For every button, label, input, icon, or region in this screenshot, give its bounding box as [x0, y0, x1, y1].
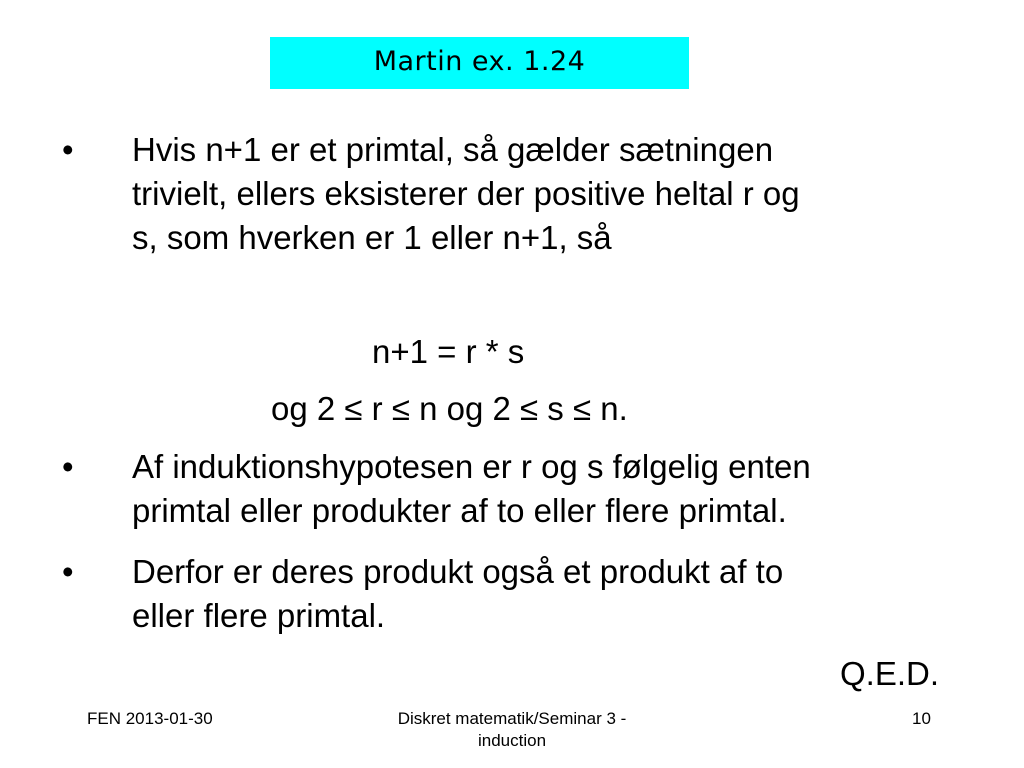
title-box — [270, 37, 689, 89]
bullet-3-text — [132, 550, 962, 638]
footer-course — [352, 708, 672, 752]
bullet-1-line-3: s, som hverken er 1 eller n+1, så — [132, 219, 612, 256]
bullet-2-line-1: Af induktionshypotesen er r og s følgelig enten — [132, 448, 811, 485]
footer-course-line-1: Diskret matematik/Seminar 3 - — [397, 709, 627, 728]
inequality: og 2 ≤ r ≤ n og 2 ≤ s ≤ n. — [271, 390, 628, 427]
equation: n+1 = r * s — [372, 333, 525, 370]
bullet-marker: • — [62, 553, 74, 590]
footer-date: FEN 2013-01-30 — [87, 709, 213, 728]
page-number: 10 — [912, 709, 931, 728]
bullet-2-text — [132, 445, 962, 533]
footer-course-line-2: induction — [477, 731, 547, 750]
bullet-marker: • — [62, 131, 74, 168]
bullet-3-line-2: eller flere primtal. — [132, 597, 386, 634]
bullet-3-line-1: Derfor er deres produkt også et produkt af to — [132, 553, 784, 590]
bullet-1-line-1: Hvis n+1 er et primtal, så gælder sætningen — [132, 131, 774, 168]
slide-title: Martin ex. 1.24 — [373, 45, 586, 77]
bullet-marker: • — [62, 448, 74, 485]
bullet-2-line-2: primtal eller produkter af to eller flere primtal. — [132, 492, 787, 529]
qed-mark: Q.E.D. — [840, 655, 940, 692]
bullet-1-line-2: trivielt, ellers eksisterer der positive heltal r og — [132, 175, 800, 212]
bullet-1-text — [132, 128, 962, 260]
